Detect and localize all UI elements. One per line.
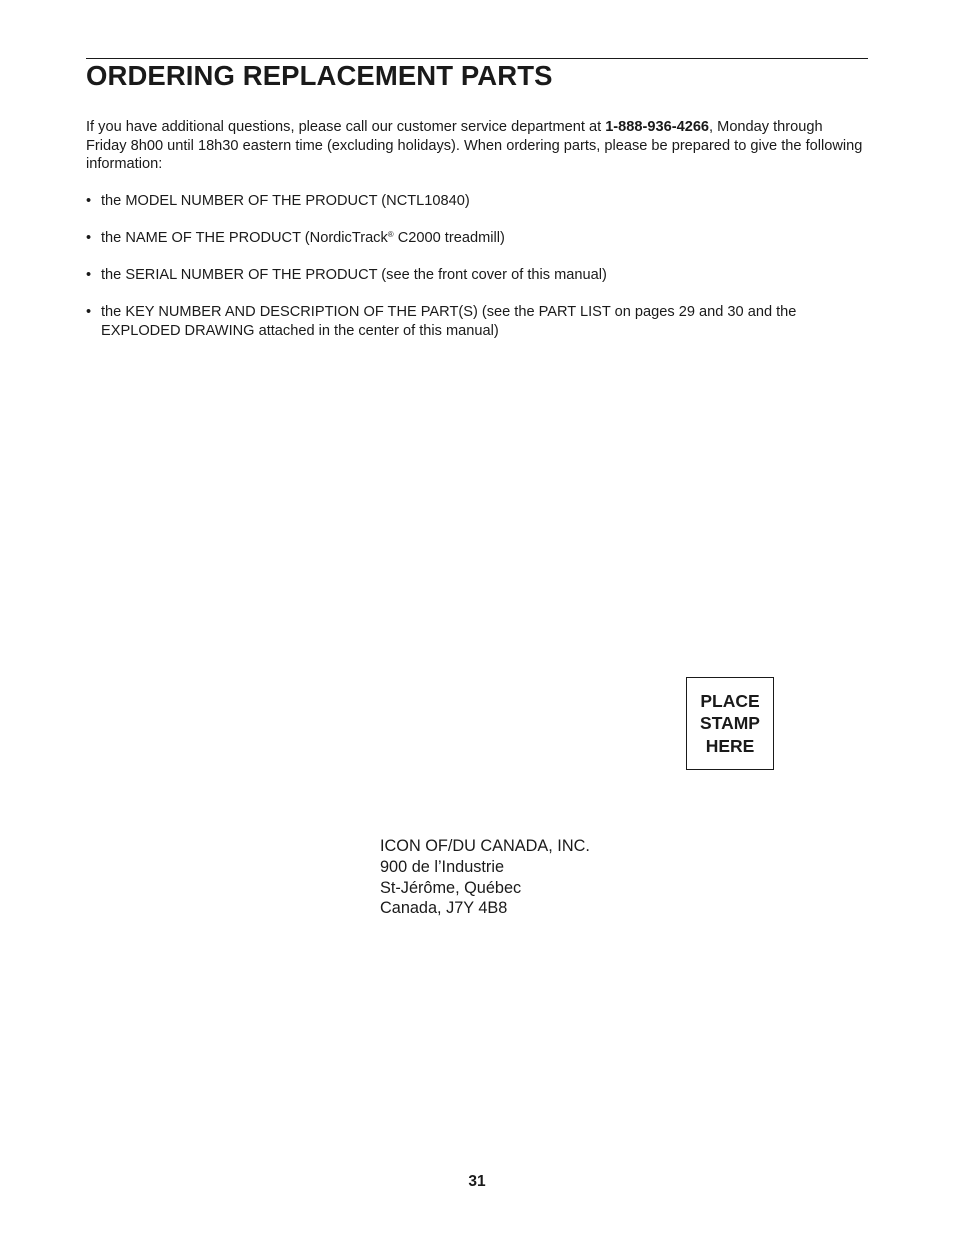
list-item-key-number xyxy=(86,303,866,340)
list-item-model-number xyxy=(86,192,866,211)
list-item-text-continued: C2000 treadmill) xyxy=(393,230,505,246)
bullet-icon: • xyxy=(86,267,92,283)
address-street: 900 de l’Industrie xyxy=(380,857,505,876)
header-rule xyxy=(86,58,868,59)
bullet-icon: • xyxy=(86,304,92,320)
list-item-text: the SERIAL NUMBER OF THE PRODUCT (see the front cover of this manual) xyxy=(101,267,607,283)
list-item-text: the NAME OF THE PRODUCT (NordicTrack xyxy=(101,230,388,246)
page-number: 31 xyxy=(468,1173,486,1190)
bullet-icon: • xyxy=(86,193,92,209)
intro-text-end: , Monday through Friday 8h00 until 18h30 eastern time (excluding holidays). When ordering parts, please be prepared to give the following information: xyxy=(86,119,863,172)
address-company: ICON OF/DU CANADA, INC. xyxy=(380,837,590,855)
mailing-address xyxy=(380,836,590,919)
place-stamp-box xyxy=(686,677,774,770)
list-item-product-name xyxy=(86,229,866,248)
list-item-serial-number xyxy=(86,266,866,285)
list-item-text: the KEY NUMBER AND DESCRIPTION OF THE PART(S) (see the PART LIST on pages 29 and 30 and the EXPLODED DRAWING attached in the center of this manual) xyxy=(101,304,797,339)
intro-text-start: If you have additional questions, please call our customer service department at xyxy=(86,119,606,135)
order-info-list xyxy=(86,192,866,359)
address-country-postal: Canada, J7Y 4B8 xyxy=(380,899,508,918)
list-item-text: the MODEL NUMBER OF THE PRODUCT (NCTL10840) xyxy=(101,193,470,209)
address-city: St-Jérôme, Québec xyxy=(380,878,522,897)
page-title: ORDERING REPLACEMENT PARTS xyxy=(86,60,553,91)
stamp-line: PLACE xyxy=(700,690,760,711)
intro-paragraph xyxy=(86,118,866,174)
stamp-line: HERE xyxy=(705,735,755,756)
stamp-line: STAMP xyxy=(700,713,760,734)
customer-service-phone: 1-888-936-4266 xyxy=(605,119,710,135)
bullet-icon: • xyxy=(86,230,92,246)
registered-trademark-mark: ® xyxy=(387,230,394,239)
